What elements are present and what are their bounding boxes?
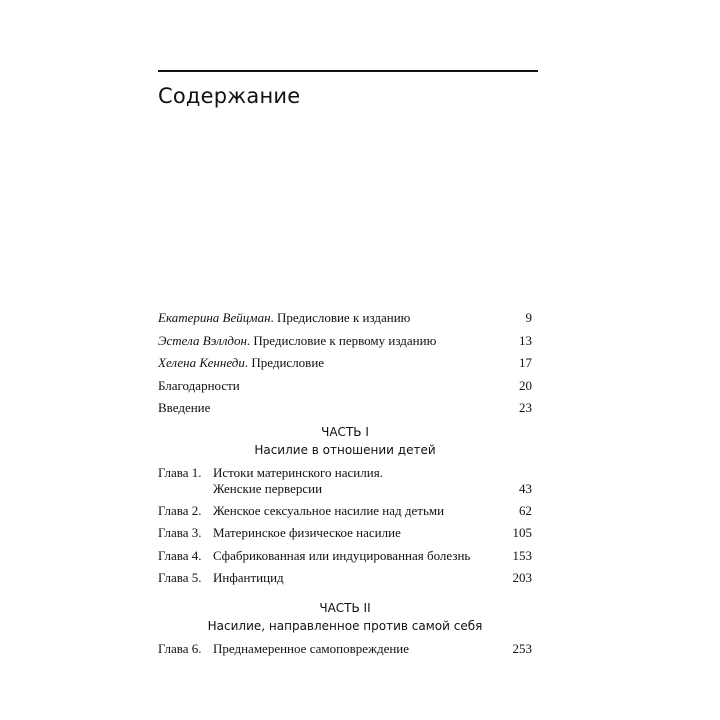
toc-chapter-3[interactable] [158,522,532,545]
top-rule [158,70,538,72]
toc-entry-foreword-weizman[interactable] [158,307,532,330]
toc-chapter-1[interactable] [158,462,532,500]
page-number: 153 [512,547,532,563]
page-number: 17 [519,355,532,370]
toc-entry-introduction[interactable] [158,397,532,420]
part-label: ЧАСТЬ II [319,600,371,615]
chapter-number: Глава 4. [158,547,202,563]
page-number: 203 [512,570,532,585]
chapter-title: Сфабрикованная или индуцированная болезнь [213,547,471,563]
chapter-number: Глава 3. [158,525,202,540]
toc-entry-acknowledgements[interactable] [158,375,532,398]
chapter-number: Глава 1. [158,464,202,480]
page-number: 9 [525,310,532,325]
entry-author: Эстела Вэллдон [158,332,247,348]
page-title: Содержание [158,84,301,108]
entry-author: Хелена Кеннеди [158,355,245,370]
chapter-number: Глава 5. [158,570,202,585]
toc-entry-foreword-kennedy[interactable] [158,352,532,375]
page-number: 20 [519,377,532,393]
entry-title: Благодарности [158,377,240,393]
page-number: 23 [519,400,532,415]
table-of-contents [158,307,532,660]
page-number: 105 [512,525,532,540]
toc-chapter-6[interactable] [158,638,532,661]
chapter-title [213,465,383,497]
entry-author: Екатерина Вейцман [158,310,271,325]
entry-title: Введение [158,400,211,415]
part-label: ЧАСТЬ I [321,424,369,439]
chapter-number: Глава 6. [158,640,202,656]
chapter-number: Глава 2. [158,502,202,518]
entry-title: . Предисловие к первому изданию [246,332,437,348]
part-title: Насилие, направленное против самой себя [207,618,483,633]
part-title: Насилие в отношении детей [254,442,436,457]
page-number: 253 [512,640,532,656]
page-number: 13 [519,332,532,348]
toc-entry-foreword-welldon[interactable] [158,330,532,353]
chapter-title: Материнское физическое насилие [213,525,401,540]
toc-chapter-5[interactable] [158,567,532,590]
chapter-title-line: Женские перверсии [213,480,323,496]
toc-chapter-2[interactable] [158,500,532,523]
chapter-title-line: Истоки материнского насилия. [213,464,383,480]
entry-title: . Предисловие [244,355,325,370]
chapter-title: Преднамеренное самоповреждение [213,640,410,656]
page-number: 62 [519,502,532,518]
chapter-title: Инфантицид [213,570,284,585]
toc-chapter-4[interactable] [158,545,532,568]
chapter-title: Женское сексуальное насилие над детьми [213,502,445,518]
page-number: 43 [519,480,532,496]
entry-title: . Предисловие к изданию [270,310,411,325]
